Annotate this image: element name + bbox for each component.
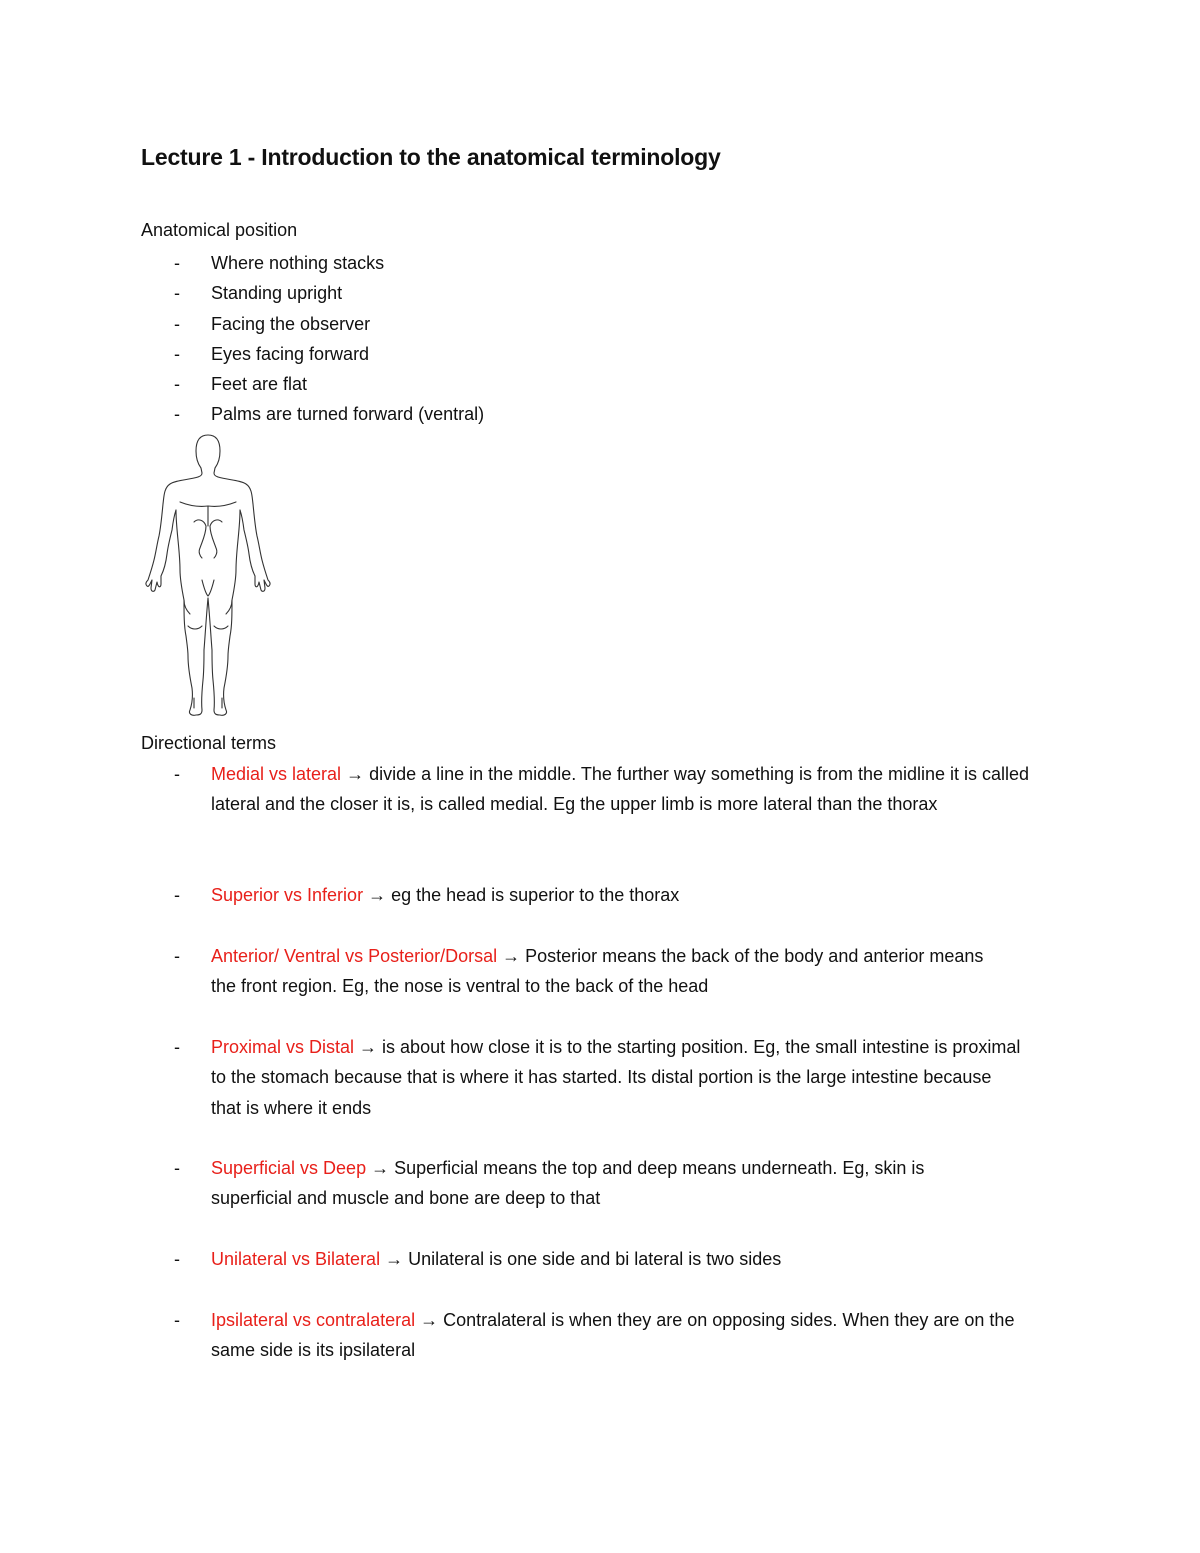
bullet-dash: - bbox=[174, 313, 180, 334]
bullet-dash: - bbox=[174, 343, 180, 364]
arrow-symbol: → bbox=[363, 885, 392, 905]
bullet-dash: - bbox=[174, 374, 180, 395]
bullet-dash: - bbox=[174, 1310, 180, 1330]
term-name: Anterior/ Ventral vs Posterior/Dorsal bbox=[211, 946, 498, 966]
arrow-symbol: → bbox=[341, 764, 370, 784]
term-explanation: Posterior means the back of the body and anterior means the front region. Eg, the nose is ventral to the back of the head bbox=[211, 946, 984, 997]
term-name: Proximal vs Distal bbox=[211, 1037, 355, 1057]
term-explanation: divide a line in the middle. The further way something is from the midline it is called lateral and the closer it is, is called medial. Eg the upper limb is more lateral than the thorax bbox=[211, 764, 1030, 815]
arrow-symbol: → bbox=[354, 1037, 383, 1057]
term-name: Superior vs Inferior bbox=[211, 885, 364, 905]
arrow-symbol: → bbox=[415, 1310, 444, 1330]
term-description bbox=[211, 759, 1061, 820]
bullet-dash: - bbox=[174, 1158, 180, 1178]
term-explanation: Superficial means the top and deep means underneath. Eg, skin is superficial and muscle and bone are deep to that bbox=[211, 1158, 925, 1209]
term-description bbox=[211, 1032, 1026, 1123]
page-title: Lecture 1 - Introduction to the anatomical terminology bbox=[141, 144, 721, 170]
term-explanation: eg the head is superior to the thorax bbox=[391, 885, 680, 905]
directional-terms-heading: Directional terms bbox=[141, 733, 277, 753]
anatomical-position-heading: Anatomical position bbox=[141, 220, 298, 240]
bullet-dash: - bbox=[174, 1037, 180, 1057]
bullet-dash: - bbox=[174, 404, 180, 425]
term-name: Superficial vs Deep bbox=[211, 1158, 367, 1178]
bullet-dash: - bbox=[174, 946, 180, 966]
term-name: Medial vs lateral bbox=[211, 764, 342, 784]
list-item-text: Eyes facing forward bbox=[211, 343, 370, 364]
arrow-symbol: → bbox=[497, 946, 526, 966]
term-description bbox=[211, 1305, 1061, 1366]
list-item-text: Facing the observer bbox=[211, 313, 371, 334]
arrow-symbol: → bbox=[366, 1158, 395, 1178]
term-name: Unilateral vs Bilateral bbox=[211, 1249, 381, 1269]
term-explanation: Contralateral is when they are on opposing sides. When they are on the same side is its ipsilateral bbox=[211, 1310, 1015, 1361]
list-item-text: Where nothing stacks bbox=[211, 253, 385, 273]
bullet-dash: - bbox=[174, 764, 180, 784]
bullet-dash: - bbox=[174, 1249, 180, 1269]
bullet-dash: - bbox=[174, 283, 180, 304]
term-explanation: Unilateral is one side and bi lateral is two sides bbox=[408, 1249, 782, 1269]
bullet-dash: - bbox=[174, 885, 180, 905]
bullet-dash: - bbox=[174, 253, 180, 273]
term-name: Ipsilateral vs contralateral bbox=[211, 1310, 416, 1330]
arrow-symbol: → bbox=[380, 1249, 409, 1269]
term-description bbox=[211, 1153, 1001, 1214]
list-item-text: Palms are turned forward (ventral) bbox=[211, 404, 485, 425]
term-description bbox=[211, 880, 1061, 910]
list-item-text: Feet are flat bbox=[211, 374, 308, 395]
list-item-text: Standing upright bbox=[211, 283, 343, 304]
term-explanation: is about how close it is to the starting position. Eg, the small intestine is proximal to the stomach because that is where it has started. Its distal portion is the large intestine because that is where it ends bbox=[211, 1037, 1021, 1118]
term-description bbox=[211, 941, 1011, 1002]
human-body-outline-icon bbox=[140, 430, 280, 720]
term-description bbox=[211, 1244, 1061, 1274]
